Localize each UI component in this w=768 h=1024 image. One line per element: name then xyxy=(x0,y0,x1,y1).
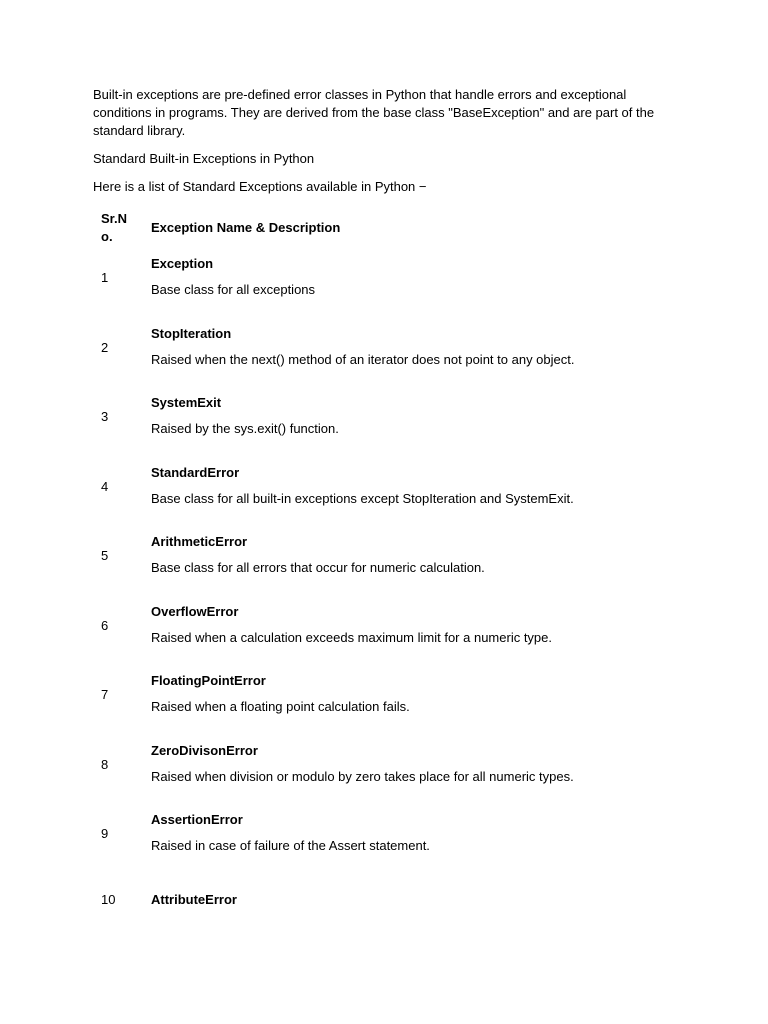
row-number: 8 xyxy=(101,756,109,772)
table-row xyxy=(93,250,673,320)
exception-name: Exception xyxy=(151,256,214,271)
exception-name: FloatingPointError xyxy=(151,673,266,688)
intro-paragraph: Built-in exceptions are pre-defined error classes in Python that handle errors and exceptional conditions in programs. They are derived from the base class "BaseException" and are part of the standard library. xyxy=(93,87,655,138)
table-row xyxy=(93,598,673,668)
exception-name: StopIteration xyxy=(151,325,232,341)
column-header-srno: Sr.No. xyxy=(101,211,128,244)
exception-name: AssertionError xyxy=(151,812,243,827)
table-row xyxy=(93,667,673,737)
table-row xyxy=(93,389,673,459)
exception-name: ArithmeticError xyxy=(151,534,248,549)
table-row xyxy=(93,320,673,390)
exception-name: ZeroDivisonError xyxy=(151,742,258,758)
table-row xyxy=(93,876,673,946)
row-number: 2 xyxy=(101,339,109,355)
row-number: 4 xyxy=(101,478,109,494)
row-number: 6 xyxy=(101,617,109,633)
table-header-row xyxy=(93,210,673,250)
exception-description: Base class for all errors that occur for numeric calculation. xyxy=(151,560,485,575)
table-row xyxy=(93,737,673,807)
row-number: 7 xyxy=(101,687,109,702)
list-intro: Here is a list of Standard Exceptions available in Python − xyxy=(93,179,427,194)
row-number: 3 xyxy=(101,409,109,424)
table-row xyxy=(93,459,673,529)
exception-description: Raised by the sys.exit() function. xyxy=(151,421,339,436)
exception-description: Base class for all built-in exceptions except StopIteration and SystemExit. xyxy=(151,490,574,506)
exception-name: OverflowError xyxy=(151,603,239,619)
row-number: 5 xyxy=(101,548,109,563)
table-row xyxy=(93,528,673,598)
exception-description: Base class for all exceptions xyxy=(151,282,316,297)
exception-name: AttributeError xyxy=(151,891,237,907)
exception-description: Raised in case of failure of the Assert statement. xyxy=(151,838,430,853)
row-number: 1 xyxy=(101,270,109,285)
exception-description: Raised when a floating point calculation fails. xyxy=(151,699,410,714)
section-heading: Standard Built-in Exceptions in Python xyxy=(93,151,315,166)
exception-description: Raised when the next() method of an iterator does not point to any object. xyxy=(151,351,575,367)
row-number: 10 xyxy=(101,891,116,907)
column-header-name: Exception Name & Description xyxy=(151,220,341,235)
table-row xyxy=(93,806,673,876)
exception-description: Raised when a calculation exceeds maximum limit for a numeric type. xyxy=(151,629,553,645)
exception-description: Raised when division or modulo by zero takes place for all numeric types. xyxy=(151,768,574,784)
document-page xyxy=(93,86,673,907)
exceptions-table xyxy=(93,210,673,945)
exception-name: SystemExit xyxy=(151,395,222,410)
exception-name: StandardError xyxy=(151,464,240,480)
row-number: 9 xyxy=(101,826,109,841)
